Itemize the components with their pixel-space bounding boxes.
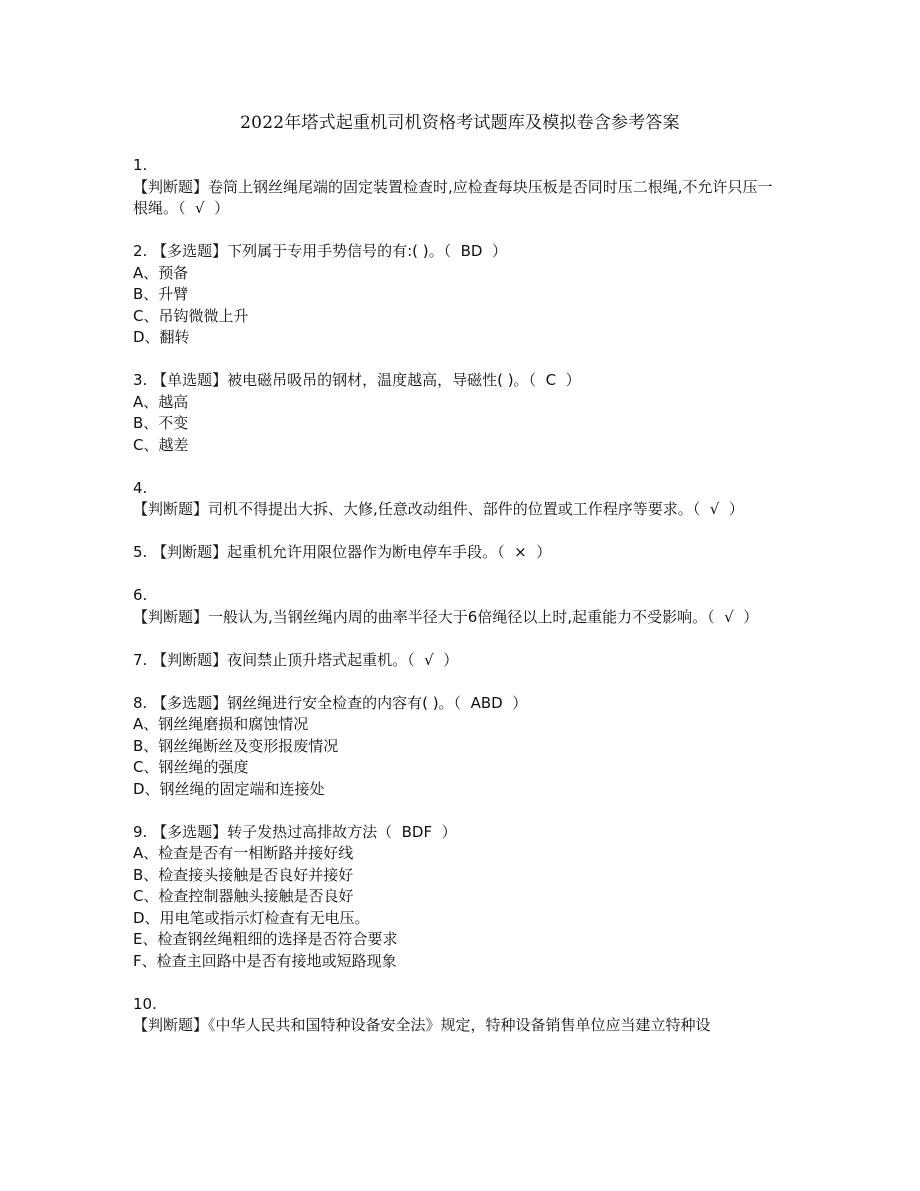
question-option: A、钢丝绳磨损和腐蚀情况	[133, 715, 309, 733]
question-item	[133, 241, 783, 349]
page-title: 2022年塔式起重机司机资格考试题库及模拟卷含参考答案	[240, 113, 680, 133]
question-stem: 7. 【判断题】夜间禁止顶升塔式起重机。（ √ ）	[133, 650, 459, 669]
question-option: C、钢丝绳的强度	[133, 758, 249, 776]
question-stem: 9. 【多选题】转子发热过高排故方法（ BDF ）	[133, 822, 457, 841]
question-item	[133, 650, 783, 672]
question-number: 6.	[133, 586, 148, 604]
question-stem: 【判断题】《中华人民共和国特种设备安全法》规定，特种设备销售单位应当建立特种设	[133, 1016, 711, 1034]
question-option: C、吊钩微微上升	[133, 306, 249, 325]
question-stem: 【判断题】司机不得提出大拆、大修,任意改动组件、部件的位置或工作程序等要求。（ √ ）	[133, 500, 744, 518]
question-option: F、检查主回路中是否有接地或短路现象	[133, 951, 397, 970]
question-option: D、钢丝绳的固定端和连接处	[133, 779, 325, 798]
question-item	[133, 994, 783, 1037]
question-item	[133, 478, 783, 521]
question-number: 1.	[133, 156, 148, 174]
question-stem: 5. 【判断题】起重机允许用限位器作为断电停车手段。（ × ）	[133, 543, 552, 561]
question-item	[133, 693, 783, 801]
question-stem: 【判断题】一般认为,当钢丝绳内周的曲率半径大于6倍绳径以上时,起重能力不受影响。（ √ ）	[133, 607, 759, 626]
question-stem: 2. 【多选题】下列属于专用手势信号的有:( )。（ BD ）	[133, 242, 508, 260]
question-number: 4.	[133, 478, 148, 497]
question-option: B、检查接头接触是否良好并接好	[133, 865, 354, 884]
question-item	[133, 370, 783, 456]
question-option: B、钢丝绳断丝及变形报废情况	[133, 736, 339, 755]
question-option: B、不变	[133, 414, 189, 432]
question-item	[133, 155, 783, 220]
question-list	[133, 155, 783, 1058]
question-option: C、检查控制器触头接触是否良好	[133, 887, 354, 905]
question-stem: 3. 【单选题】被电磁吊吸吊的钢材，温度越高，导磁性( )。（ C ）	[133, 371, 581, 389]
question-option: A、越高	[133, 392, 189, 411]
question-option: D、翻转	[133, 328, 190, 346]
question-item	[133, 585, 783, 628]
question-option: A、预备	[133, 263, 189, 282]
question-item	[133, 542, 783, 564]
question-option: E、检查钢丝绳粗细的选择是否符合要求	[133, 930, 398, 948]
question-option: A、检查是否有一相断路并接好线	[133, 844, 354, 862]
question-stem: 8. 【多选题】钢丝绳进行安全检查的内容有( )。（ ABD ）	[133, 693, 528, 712]
question-option: D、用电笔或指示灯检查有无电压。	[133, 908, 370, 927]
question-option: C、越差	[133, 435, 189, 454]
question-stem: 【判断题】卷筒上钢丝绳尾端的固定装置检查时,应检查每块压板是否同时压二根绳,不允许只压一根绳。（ √ ）	[133, 177, 773, 217]
question-number: 10.	[133, 994, 157, 1013]
question-option: B、升臂	[133, 285, 189, 303]
question-item	[133, 822, 783, 973]
